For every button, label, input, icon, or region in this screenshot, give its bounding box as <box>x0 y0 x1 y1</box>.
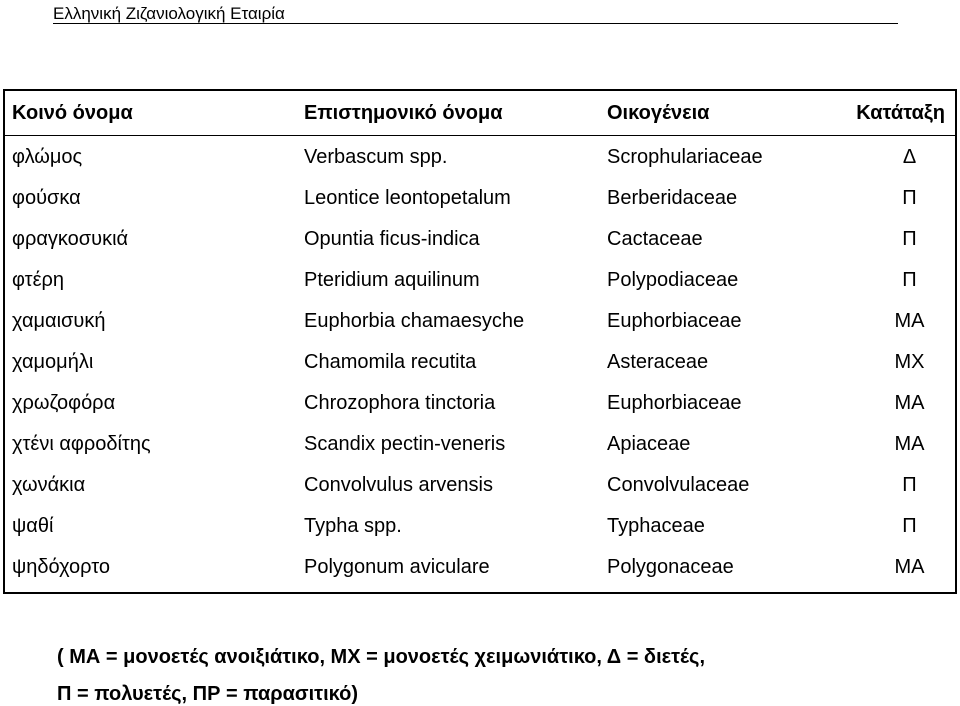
cell-common-name: χτένι αφροδίτης <box>12 432 151 455</box>
cell-family: Berberidaceae <box>607 186 738 209</box>
cell-scientific-name: Polygonum aviculare <box>304 555 490 578</box>
table-row <box>5 177 955 218</box>
legend-line-1: ( ΜΑ = μονοετές ανοιξιάτικο, ΜΧ = μονοετές χειμωνιάτικο, Δ = διετές, <box>57 646 706 668</box>
cell-common-name: χαμομήλι <box>12 350 94 373</box>
column-header-scientific-name: Επιστημονικό όνομα <box>297 91 600 136</box>
cell-family: Cactaceae <box>607 227 703 250</box>
cell-classification: Δ <box>902 145 917 168</box>
cell-common-name: φραγκοσυκιά <box>12 227 129 250</box>
table-row <box>5 423 955 464</box>
cell-common-name: χωνάκια <box>12 473 86 496</box>
table-row <box>5 259 955 300</box>
weeds-table <box>5 91 955 587</box>
cell-classification: Π <box>902 473 917 496</box>
cell-common-name: φλώμος <box>12 145 83 168</box>
cell-scientific-name: Euphorbia chamaesyche <box>304 309 525 332</box>
column-header-classification: Κατάταξη <box>828 91 955 136</box>
page-header-title: Ελληνική Ζιζανιολογική Εταιρία <box>53 4 285 23</box>
cell-scientific-name: Typha spp. <box>304 514 402 537</box>
header-divider <box>53 23 898 24</box>
cell-family: Scrophulariaceae <box>607 145 763 168</box>
cell-classification: Π <box>902 268 917 291</box>
cell-classification: ΜΑ <box>894 432 925 455</box>
cell-family: Polypodiaceae <box>607 268 739 291</box>
weeds-table-container <box>3 89 957 594</box>
table-row <box>5 546 955 587</box>
cell-classification: Π <box>902 514 917 537</box>
cell-scientific-name: Leontice leontopetalum <box>304 186 511 209</box>
cell-scientific-name: Verbascum spp. <box>304 145 448 168</box>
cell-common-name: φτέρη <box>12 268 65 291</box>
cell-common-name: χαμαισυκή <box>12 309 106 332</box>
table-row <box>5 341 955 382</box>
cell-classification: ΜΑ <box>894 391 925 414</box>
column-header-family: Οικογένεια <box>600 91 828 136</box>
table-header-row <box>5 91 955 136</box>
table-row <box>5 382 955 423</box>
cell-classification: ΜΑ <box>894 309 925 332</box>
table-row <box>5 464 955 505</box>
cell-scientific-name: Chamomila recutita <box>304 350 477 373</box>
table-row <box>5 136 955 178</box>
cell-family: Euphorbiaceae <box>607 309 742 332</box>
cell-family: Polygonaceae <box>607 555 734 578</box>
cell-family: Apiaceae <box>607 432 691 455</box>
cell-common-name: ψαθί <box>12 514 54 537</box>
cell-family: Euphorbiaceae <box>607 391 742 414</box>
table-row <box>5 300 955 341</box>
table-body <box>5 136 955 588</box>
cell-scientific-name: Chrozophora tinctoria <box>304 391 496 414</box>
cell-scientific-name: Scandix pectin-veneris <box>304 432 506 455</box>
table-row <box>5 218 955 259</box>
cell-classification: Π <box>902 227 917 250</box>
cell-family: Asteraceae <box>607 350 709 373</box>
cell-common-name: φούσκα <box>12 186 81 209</box>
column-header-common-name: Κοινό όνομα <box>5 91 297 136</box>
cell-classification: Π <box>902 186 917 209</box>
cell-common-name: ψηδόχορτο <box>12 555 111 578</box>
cell-classification: ΜΧ <box>894 350 925 373</box>
cell-scientific-name: Convolvulus arvensis <box>304 473 493 496</box>
cell-family: Typhaceae <box>607 514 705 537</box>
cell-family: Convolvulaceae <box>607 473 750 496</box>
legend-line-2: Π = πολυετές, ΠΡ = παρασιτικό) <box>57 683 359 705</box>
cell-common-name: χρωζοφόρα <box>12 391 116 414</box>
cell-scientific-name: Opuntia ficus-indica <box>304 227 480 250</box>
cell-scientific-name: Pteridium aquilinum <box>304 268 480 291</box>
cell-classification: ΜΑ <box>894 555 925 578</box>
table-row <box>5 505 955 546</box>
